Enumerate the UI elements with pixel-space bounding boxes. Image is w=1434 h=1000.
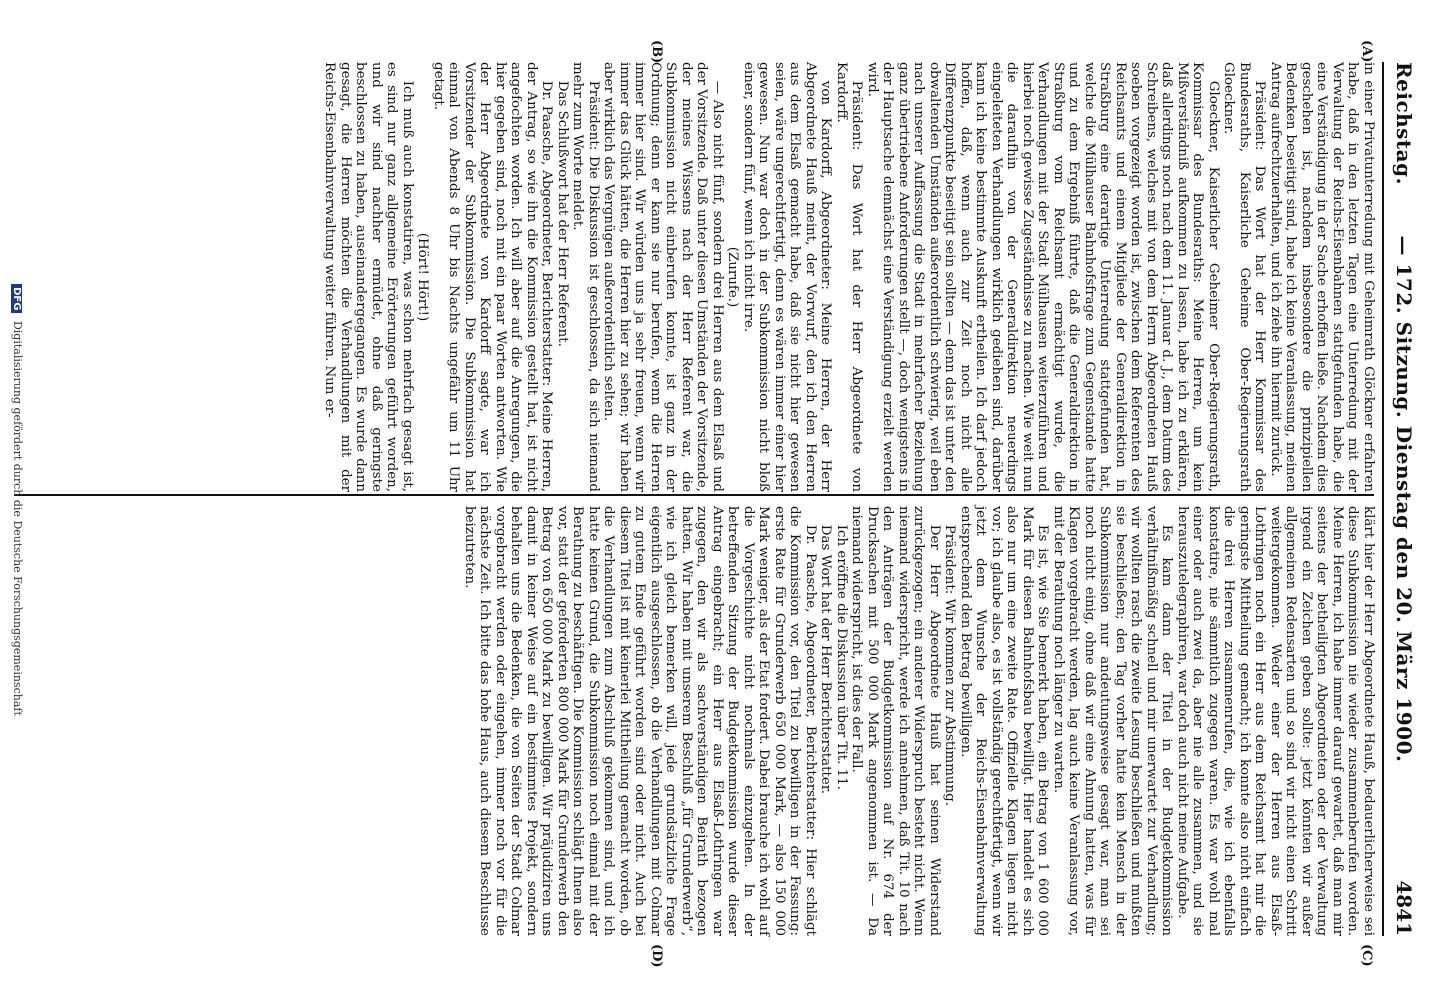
margin-marker-b: (B) <box>649 40 664 64</box>
paragraph: Der Herr Abgeordnete Hauß hat seinen Widerstand zurückgezogen; ein anderer Widerspruch besteht nicht. Wenn niemand widerspricht, werde ich annehmen, daß Tit. 10 nach den Anträgen der Budgetkommission auf Nr. 674 der Drucksachen mit 500 000 Mark angenommen ist. — Da niemand widerspricht, ist dies der Fall. <box>849 506 942 936</box>
header-session: — 172. Sitzung. Dienstag den 20. März 1900. <box>1392 235 1416 763</box>
margin-marker-d: (D) <box>649 944 664 968</box>
paragraph: Dr. Paasche, Abgeordneter, Berichterstatter: Hier schlägt die Kommission vor, den Titel zu bewilligen in der Fassung: erste Rate für Grunderwerb 650 000 Mark, — also 150 000 Mark weniger, als der Etat fordert. Dabei brauche ich wohl auf die Vorgeschichte nicht nochmals einzugehen. In der betreffenden Sitzung der Budgetkommission wurde dieser Antrag eingebracht; ein Herr aus Elsaß-Lothringen war zugegen, den wir als sachverständigen Beirath bezogen hatten. Wir haben mit unserem Beschluß „für Grunderwerb“, wie ich gleich bemerken will, jede grundsätzliche Frage eigentlich ausgeschlossen, ob die Verhandlungen mit Colmar zu gutem Ende geführt worden sind oder nicht. Auch bei diesem Titel ist mit keinerlei Mittheilung gemacht worden, ob die Verhandlungen zum Abschluß gekommen sind, und ich hatte keinen Grund, die Subkommission noch einmal mit der Berathung zu beschäftigen. Die Kommission schlägt Ihnen also vor, statt der geforderten 800 000 Mark für Grunderwerb den Betrag von 650 000 Mark zu bewilligen. Wir präjudiziren uns damit in keiner Weise auf ein bestimmtes Projekt, sondern behalten uns die Bedenken, die von Seiten der Stadt Colmar vorgebracht werden oder eingehen, immer noch vor für die nächste Zeit. Ich bitte das hohe Haus, auch diesem Beschlusse beizutreten. <box>462 506 818 936</box>
paragraph: Präsident: Wir kommen zur Abstimmung. <box>942 524 958 806</box>
page-number: 4841 <box>1392 880 1416 936</box>
paragraph: Ich muß auch konstatiren, was schon mehrfach gesagt ist, es sind nur ganz allgemeine Erörterungen geführt worden, und wir sind nachher ermüdet, ohne daß geringste beschlossen zu haben, auseinandergegangen. Es wurde dann gesagt, die Herren möchten die Verhandlungen mit der Reichs-Eisenbahnverwaltung weiter führen. Nun er- <box>322 62 415 492</box>
column-divider <box>14 494 1374 496</box>
right-column <box>462 506 1377 936</box>
paragraph: — Also nicht fünf, sondern drei Herren aus dem Elsaß und der Vorsitzende. Daß unter diesen Umständen der Vorsitzende, der meines Wissens nach der Herr Referent war, die Subkommission nicht einberufen konnte, ist ganz in der Ordnung; denn er kann sie nur berufen, wenn die Herren immer hier sind. Wir würden uns ja sehr freuen, wenn wir immer das Glück hätten, die Herren hier zu sehen; wir haben aber wirklich das Vergnügen außerordentlich selten. <box>601 62 725 492</box>
footer-text: Digitalisierung gefördert durch die Deutsche Forschungsgemeinschaft <box>11 320 24 716</box>
paragraph: Gloeckner, Kaiserlicher Geheimer Ober-Regierungsrath, Kommissar des Bundesraths: Meine Herren, um kein Mißverständniß aufkommen zu lassen, habe ich zu erklären, daß allerdings noch nach dem 11. Januar d. J., dem Datum des Schreibens, welches mit von dem Herrn Abgeordneten Hauß soeben vorgezeigt worden ist, zwischen dem Referenten des Reichsamts und einem Mitgliede der Generaldirektion in Straßburg eine derartige Unterredung stattgefunden hat, welche die Mülhauser Bahnhofsfrage zum Gegenstande hatte und zu dem Ergebniß führte, daß die Generaldirektion in Straßburg vom Reichsamt ermächtigt wurde, die Verhandlungen mit der Stadt Mülhausen weiterzuführen und hierbei noch gewisse Zugeständnisse zu machen. Wie weit nun die daraufhin von der Generaldirektion neuerdings eingeleiteten Verhandlungen wirklich gediehen sind, darüber kann ich keine bestimmte Auskunft ertheilen. Ich darf jedoch hoffen, daß, wenn auch zur Zeit noch nicht alle Differenzpunkte beseitigt sein sollten — denn das ist unter den obwaltenden Umständen außerordentlich schwierig, weil eben nach unserer Auffassung die Stadt in mehrfacher Beziehung ganz übertriebene Anforderungen stellt —, doch wenigstens in der Hauptsache demnächst eine Verständigung erzielt werden wird. <box>865 62 1221 492</box>
header-title: Reichstag. <box>1392 62 1416 186</box>
margin-marker-c: (C) <box>1359 944 1374 967</box>
paragraph: Es kam dann der Titel in der Budgetkommission verhältnißmäßig schnell und mir unerwartet zur Verhandlung; wir wollten rasch die zweite Lesung beschließen und mußten sie beschließen; den Tag vorher hatte kein Mensch in der Subkommission nur andeutungsweise gesagt war, man sei noch nicht einig, ohne daß wir eine Ahnung hatten, was für Klagen vorgebracht werden, lag auch keine Veranlassung vor, mit der Berathung noch länger zu warten. <box>1051 506 1175 936</box>
paragraph: Präsident: Die Diskussion ist geschlossen, da sich niemand mehr zum Worte meldet. <box>570 62 601 492</box>
page-header <box>1390 62 1422 936</box>
paragraph: Das Wort hat der Herr Berichterstatter. <box>818 524 834 794</box>
left-column <box>322 62 1376 492</box>
margin-marker-a: (A) <box>1359 40 1374 63</box>
paragraph: Präsident: Das Wort hat der Herr Abgeordnete von Kardorff. <box>834 62 865 492</box>
paragraph: Ich eröffne die Diskussion über Tit. 11. <box>834 524 849 790</box>
paragraph: Präsident: Das Wort hat der Herr Kommissar des Bundesraths, Kaiserliche Geheime Ober-Regierungsrath Gloeckner. <box>1221 62 1268 492</box>
interjection: (Zurufe.) <box>725 246 741 308</box>
paragraph: Dr. Paasche, Abgeordneter, Berichterstatter: Meine Herren, der Antrag, so wie ihn die Kommission gestellt hat, ist nicht angefochten worden. Ich will aber auf die Anregungen, die hier gegeben sind, noch mit ein paar Worten antworten. Wie der Herr Abgeordnete von Kardorff sagte, war ich Vorsitzender der Subkommission. Die Subkommission hat einmal von Abends 8 Uhr bis Nachts ungefähr um 11 Uhr getagt. <box>431 62 555 492</box>
digitization-footer <box>11 0 24 1000</box>
interjection: (Hört! Hört!) <box>415 232 431 322</box>
paragraph: in einer Privatunterredung mit Geheimrath Glöckner erfahren habe, daß in den letzten Tagen eine Unterredung mit der Verwaltung der Reichs-Eisenbahnen stattgefunden habe, die eine Verständigung in der Sache erhoffen ließe. Nachdem dies geschehen ist, nachdem insbesondere die prinzipiellen Bedenken beseitigt sind, habe ich keine Veranlassung, meinen Antrag aufrechtzuerhalten, und ich ziehe ihn hiermit zurück. <box>1268 62 1376 492</box>
header-rule <box>1382 62 1384 936</box>
paragraph: klärt hier der Herr Abgeordnete Hauß, bedauerlicherweise sei diese Subkommission nie wieder zusammenberufen worden. Meine Herren, ich habe immer darauf gewartet, daß man mir seitens der betheiligten Abgeordneten oder der Verwaltung irgend ein Zeichen geben sollte: jetzt könnten wir außer allgemeinen Redensarten und so sind wir nicht einen Schritt weitergekommen. Weder einer der Herren aus Elsaß-Lothringen noch ein Herr aus dem Reichsamt hat mir die geringste Mittheilung gemacht; ich konnte also nicht einfach die drei Herren zusammenrufen, die, wie ich ebenfalls konstatire, nie sämmtlich zugegen waren. Es war wohl mal einer oder auch zwei da, aber nie alle zusammen, und sie herauszutelegraphiren, war doch auch nicht meine Aufgabe. <box>1175 506 1376 936</box>
paragraph: Es ist, wie Sie bemerkt haben, ein Betrag von 1 600 000 Mark für diesen Bahnhofsbau bewilligt. Hier handelt es sich also nur um eine zweite Rate. Offizielle Klagen liegen nicht vor; ich glaube also, es ist vollständig gerechtfertigt, wenn wir jetzt dem Wunsche der Reichs-Eisenbahnverwaltung entsprechend den Betrag bewilligen. <box>958 506 1051 936</box>
paragraph: Das Schlußwort hat der Herr Referent. <box>555 80 570 347</box>
paragraph: von Kardorff, Abgeordneter: Meine Herren, der Herr Abgeordnete Hauß meint, der Vorwurf, den ich den Herren aus dem Elsaß gemacht habe, daß sie nicht hier gewesen seien, wäre ungerechtfertigt, denn es wären immer einer hier gewesen. Nun war doch in der Subkommission nicht bloß einer, sondern fünf, wenn ich nicht irre. <box>741 62 834 492</box>
dfg-logo: DFG <box>11 284 22 313</box>
